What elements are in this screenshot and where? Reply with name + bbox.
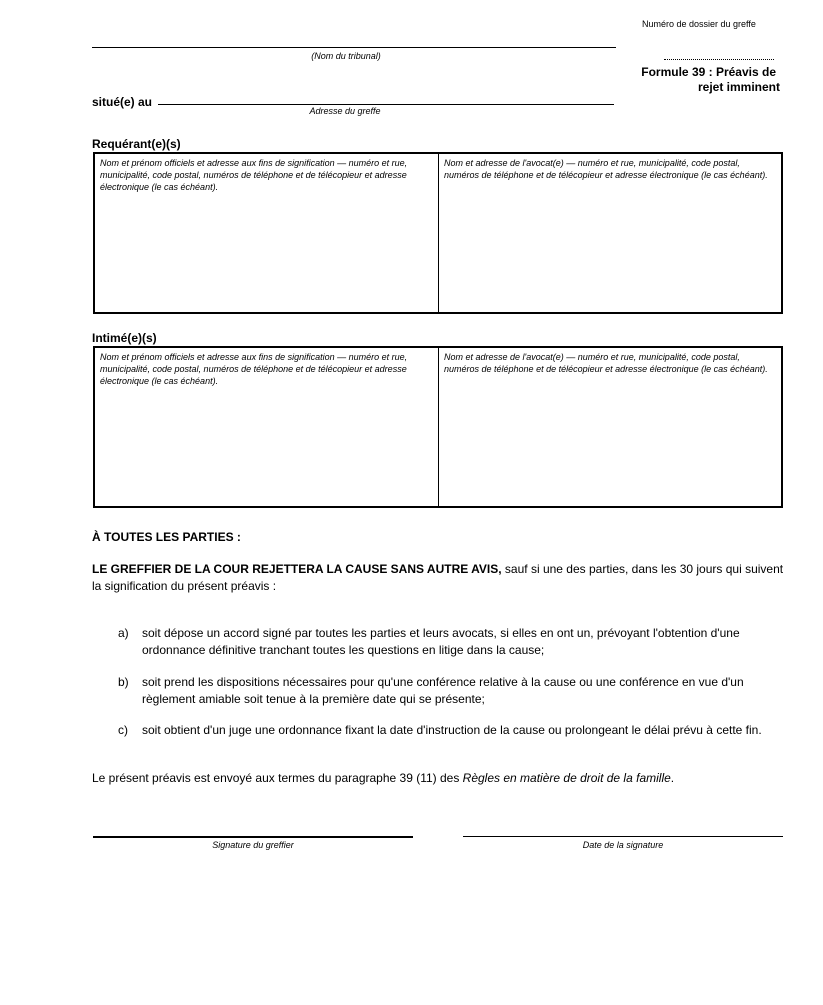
- court-name-line: [92, 47, 616, 48]
- closing-suffix: .: [670, 771, 675, 785]
- file-number-label: Numéro de dossier du greffe: [642, 19, 756, 29]
- applicant-details-instructions: Nom et prénom officiels et adresse aux fins de signification — numéro et rue, municipalité, code postal, numéros de téléphone et de télécopieur et adresse électronique (le cas échéant).: [100, 158, 408, 193]
- respondents-heading: Intimé(e)(s): [92, 331, 157, 345]
- list-item-label: b): [118, 675, 129, 689]
- signature-date-caption: Date de la signature: [582, 840, 664, 850]
- list-item-label: c): [118, 723, 128, 737]
- respondent-details-instructions: Nom et prénom officiels et adresse aux fins de signification — numéro et rue, municipalité, code postal, numéros de téléphone et de télécopieur et adresse électronique (le cas échéant).: [100, 352, 408, 387]
- dismissal-warning-bold: LE GREFFIER DE LA COUR REJETTERA LA CAUSE SANS AUTRE AVIS,: [92, 562, 502, 576]
- list-item-c: [118, 722, 788, 739]
- to-all-parties-heading: À TOUTES LES PARTIES :: [92, 530, 241, 544]
- clerk-signature-caption: Signature du greffier: [212, 840, 294, 850]
- rules-title: Règles en matière de droit de la famille: [462, 771, 671, 785]
- list-item-label: a): [118, 626, 129, 640]
- applicant-details-cell[interactable]: [95, 154, 439, 312]
- located-at-label: situé(e) au: [92, 95, 153, 109]
- clerk-signature-line[interactable]: [93, 836, 413, 838]
- court-address-field[interactable]: [158, 104, 614, 105]
- respondent-lawyer-cell[interactable]: [439, 348, 781, 506]
- list-item-text: soit prend les dispositions nécessaires pour qu'une conférence relative à la cause ou une conférence en vue d'un règlement amiable soit tenue à la première date qui se présente;: [142, 675, 744, 707]
- dismissal-warning-text: sauf si une des parties, dans les 30 jours qui suivent la signification du présent préavis :: [92, 562, 784, 594]
- court-address-caption: Adresse du greffe: [309, 106, 381, 116]
- list-item-text: soit obtient d'un juge une ordonnance fixant la date d'instruction de la cause ou prolongeant le délai prévu à cette fin.: [142, 723, 762, 737]
- applicant-lawyer-instructions: Nom et adresse de l'avocat(e) — numéro et rue, municipalité, code postal, numéros de téléphone et de télécopieur et adresse électronique (le cas échéant).: [444, 158, 768, 181]
- dismissal-warning: [92, 561, 786, 596]
- court-name-caption: (Nom du tribunal): [311, 51, 381, 61]
- closing-prefix: Le présent préavis est envoyé aux termes du paragraphe 39 (11) des: [92, 771, 463, 785]
- list-item-text: soit dépose un accord signé par toutes les parties et leurs avocats, si elles en ont un, prévoyant l'obtention d'une ordonnance définitive tranchant toutes les questions en litige dans la cause;: [142, 626, 740, 658]
- applicant-lawyer-cell[interactable]: [439, 154, 781, 312]
- respondent-details-cell[interactable]: [95, 348, 439, 506]
- respondent-lawyer-instructions: Nom et adresse de l'avocat(e) — numéro et rue, municipalité, code postal, numéros de téléphone et de télécopieur et adresse électronique (le cas échéant).: [444, 352, 768, 375]
- applicants-heading: Requérant(e)(s): [92, 137, 181, 151]
- form-title-line1: Formule 39 : Préavis de: [641, 65, 776, 79]
- form-title-line2: rejet imminent: [697, 80, 780, 94]
- list-item-a: [118, 625, 788, 660]
- respondents-table: [93, 346, 783, 508]
- closing-statement: [92, 770, 786, 787]
- list-item-b: [118, 674, 788, 709]
- applicants-table: [93, 152, 783, 314]
- signature-date-line[interactable]: [463, 836, 783, 837]
- file-number-field[interactable]: [664, 59, 774, 60]
